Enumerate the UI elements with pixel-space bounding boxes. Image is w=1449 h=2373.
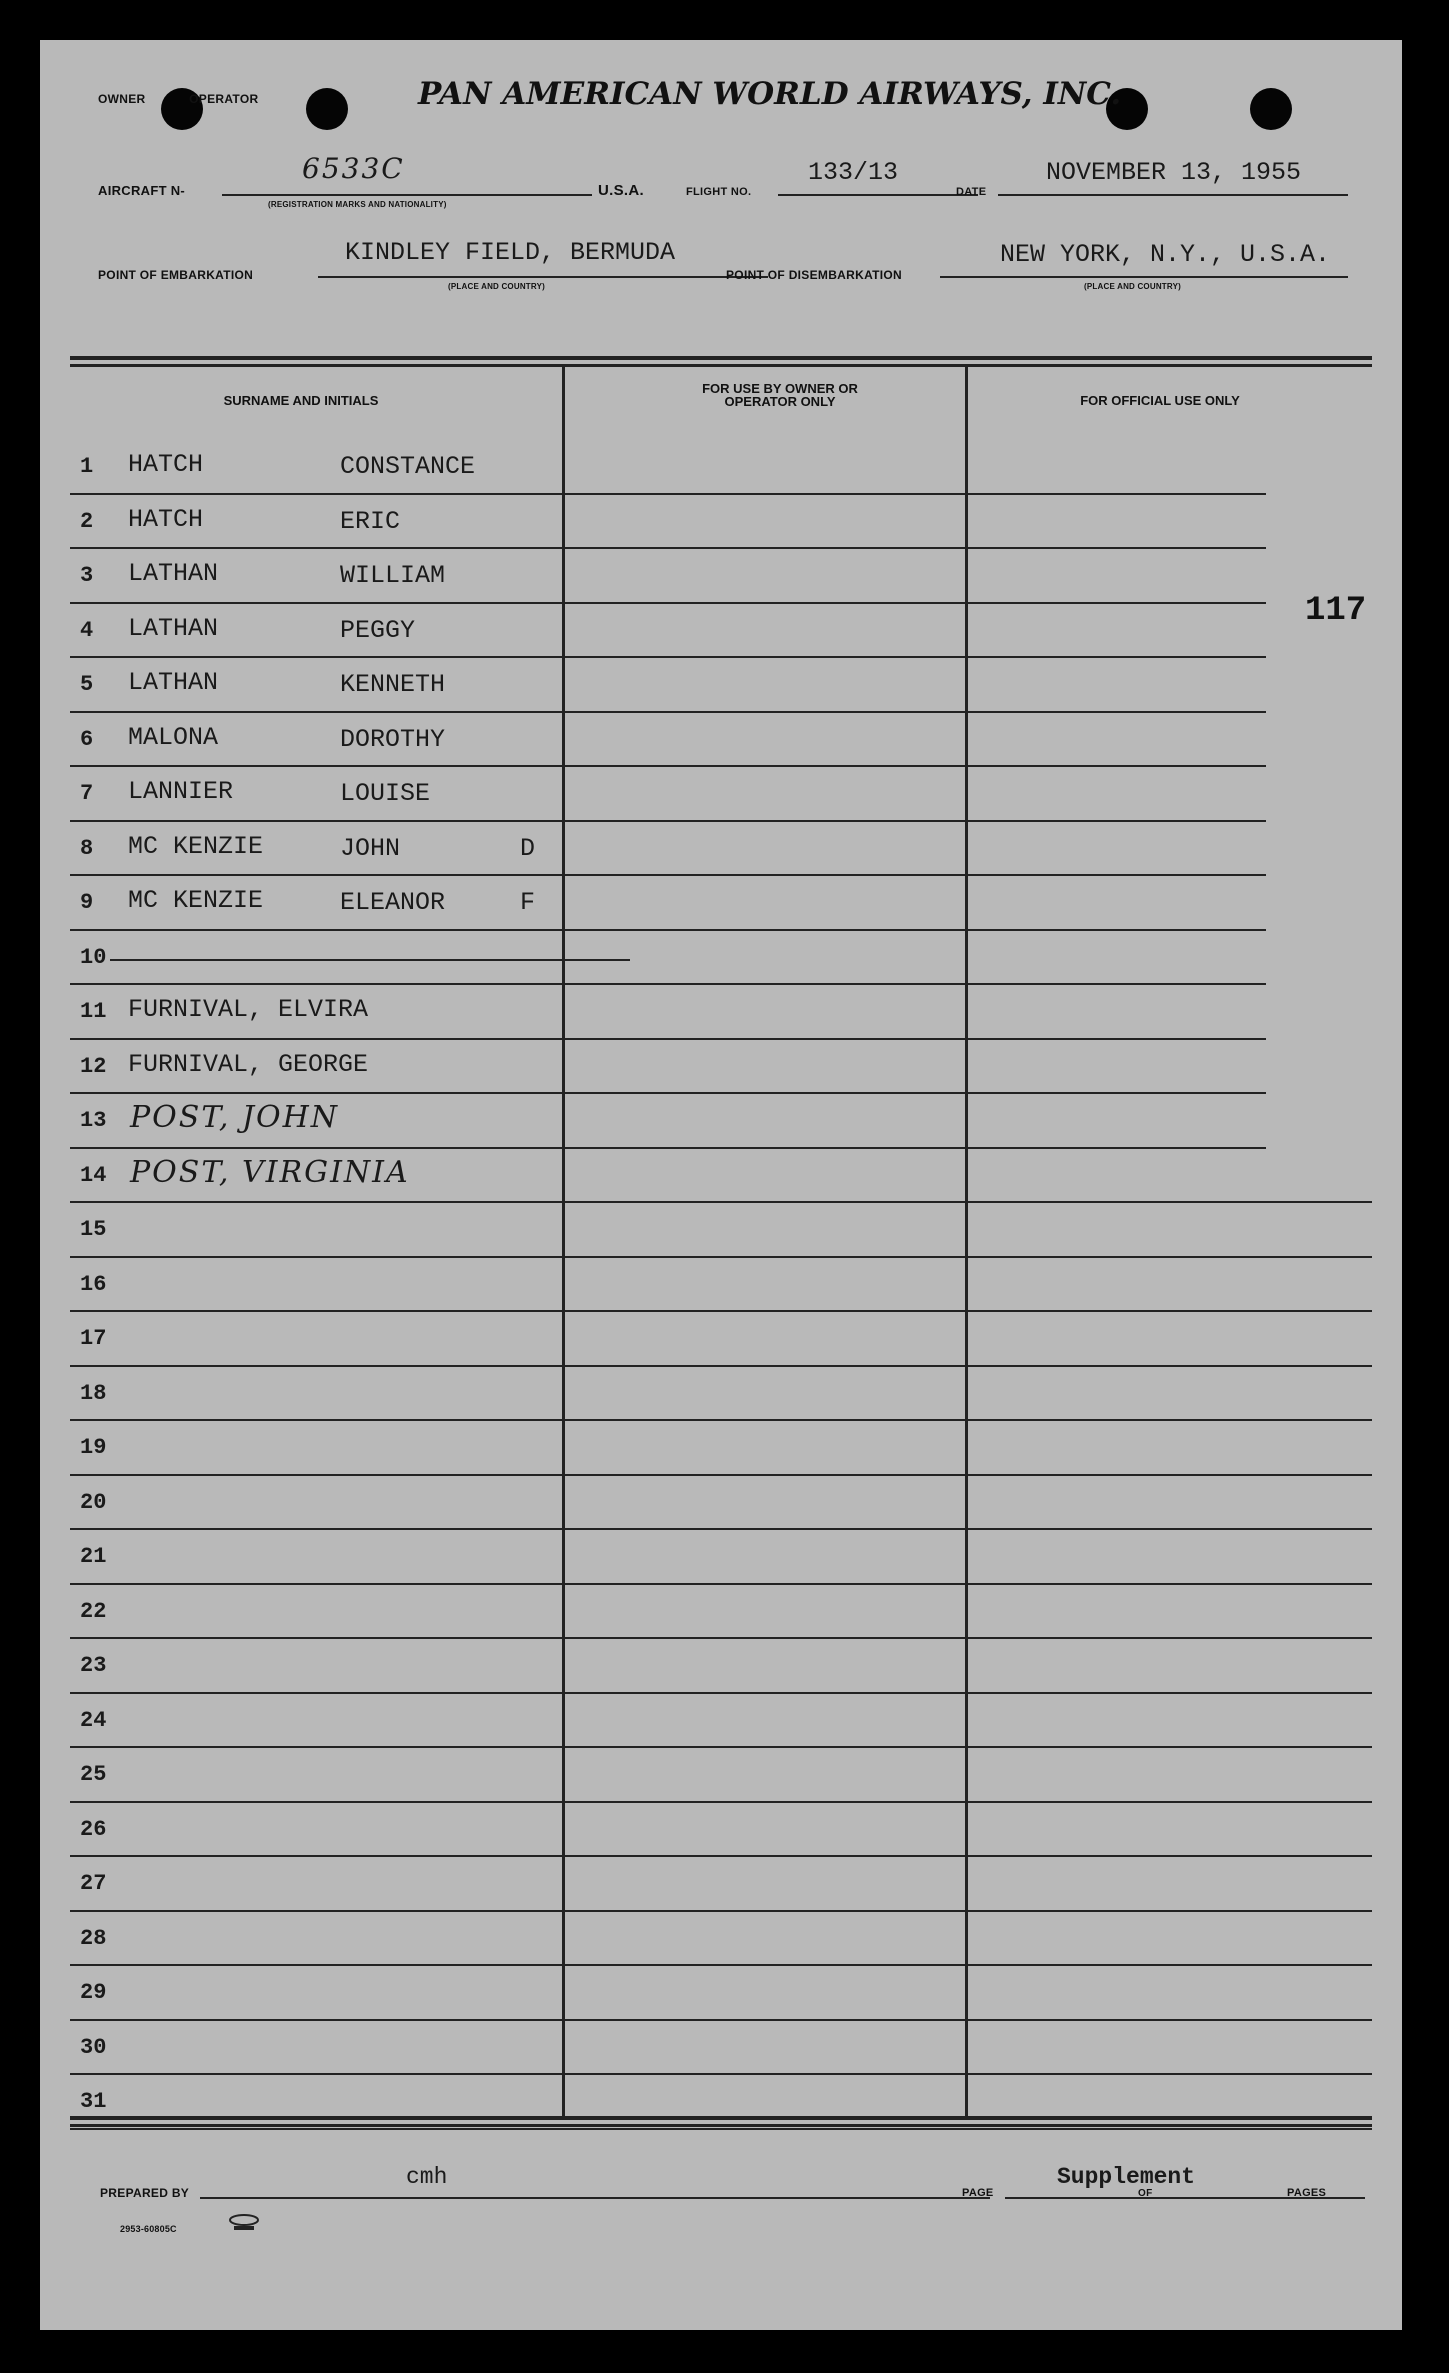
usa-label: U.S.A. [598, 182, 644, 199]
table-row [40, 553, 1400, 608]
row-number: 6 [80, 726, 94, 752]
prepared-value: cmh [406, 2164, 448, 2190]
passenger-surname: HATCH [128, 504, 204, 534]
passenger-surname: FURNIVAL, GEORGE [128, 1049, 369, 1079]
row-number: 14 [80, 1162, 107, 1188]
table-row [40, 662, 1400, 717]
passenger-surname: HATCH [128, 450, 204, 479]
passenger-surname: POST, JOHN [130, 1100, 340, 1135]
row-number: 15 [80, 1217, 107, 1242]
row-number: 13 [80, 1108, 107, 1133]
table-row [40, 2025, 1400, 2080]
passenger-surname: FURNIVAL, ELVIRA [128, 995, 369, 1024]
table-row [40, 880, 1400, 935]
printer-mark-icon [226, 2212, 262, 2234]
table-row [40, 1207, 1400, 1262]
col-header-owner: FOR USE BY OWNER OR OPERATOR ONLY [702, 381, 858, 409]
prepared-label: PREPARED BY [100, 2186, 190, 2200]
row-number: 21 [80, 1544, 107, 1569]
row-number: 30 [80, 2034, 107, 2060]
punch-hole [306, 88, 348, 130]
passenger-given-name: DOROTHY [340, 724, 446, 754]
pages-label: PAGES [1287, 2187, 1327, 2199]
page-label: PAGE [962, 2187, 994, 2199]
table-row [40, 1807, 1400, 1862]
side-number: 117 [1305, 592, 1367, 630]
table-row [40, 1098, 1400, 1153]
bottom-rule [70, 2124, 1372, 2127]
row-number: 7 [80, 781, 94, 806]
table-row [40, 1044, 1400, 1099]
disembarkation-caption: (PLACE AND COUNTRY) [1084, 282, 1181, 291]
punch-hole [1250, 88, 1292, 130]
row-number: 19 [80, 1435, 107, 1460]
aircraft-label: AIRCRAFT N- [98, 183, 186, 198]
passenger-given-name: JOHN [340, 833, 401, 863]
table-row [40, 1752, 1400, 1807]
table-row [40, 1861, 1400, 1916]
passenger-given-name: PEGGY [340, 615, 416, 645]
row-number: 23 [80, 1653, 107, 1678]
row-number: 22 [80, 1598, 107, 1624]
row-number: 26 [80, 1816, 107, 1842]
row-number: 24 [80, 1707, 107, 1733]
top-rule [70, 356, 1372, 360]
passenger-initial: F [520, 888, 536, 917]
passenger-given-name: ELEANOR [340, 888, 446, 917]
prepared-underline [200, 2197, 990, 2199]
row-number: 28 [80, 1925, 107, 1951]
company-name: PAN AMERICAN WORLD AIRWAYS, INC. [418, 76, 1122, 112]
blank-dash-line [110, 959, 630, 961]
row-number: 10 [80, 944, 107, 970]
passenger-given-name: WILLIAM [340, 561, 446, 590]
manifest-sheet [40, 40, 1402, 2330]
embarkation-label: POINT OF EMBARKATION [98, 268, 254, 282]
flight-label: FLIGHT NO. [686, 186, 752, 198]
table-row [40, 444, 1400, 499]
passenger-given-name: ERIC [340, 506, 401, 536]
row-number: 3 [80, 563, 94, 588]
date-label: DATE [956, 186, 987, 198]
top-rule [70, 364, 1372, 367]
row-number: 11 [80, 999, 107, 1024]
form-number: 2953-60805C [120, 2224, 177, 2234]
embarkation-underline [318, 276, 768, 278]
date-underline [998, 194, 1348, 196]
table-row [40, 1970, 1400, 2025]
table-row [40, 608, 1400, 663]
row-number: 25 [80, 1762, 107, 1787]
flight-value: 133/13 [808, 158, 899, 187]
registration-caption: (REGISTRATION MARKS AND NATIONALITY) [268, 200, 447, 209]
table-row [40, 1316, 1400, 1371]
table-row [40, 1371, 1400, 1426]
row-number: 5 [80, 672, 94, 697]
passenger-given-name: KENNETH [340, 670, 446, 699]
row-number: 4 [80, 617, 94, 643]
table-row [40, 826, 1400, 881]
table-row [40, 1480, 1400, 1535]
passenger-surname: LANNIER [128, 777, 234, 806]
embarkation-caption: (PLACE AND COUNTRY) [448, 282, 545, 291]
embarkation-value: KINDLEY FIELD, BERMUDA [345, 238, 676, 267]
owner-operator-label: OWNER OPERATOR [98, 92, 259, 106]
row-number: 8 [80, 835, 94, 861]
row-number: 16 [80, 1271, 107, 1297]
table-row [40, 717, 1400, 772]
table-row [40, 499, 1400, 554]
passenger-given-name: LOUISE [340, 779, 431, 808]
passenger-given-name: CONSTANCE [340, 452, 476, 481]
table-row [40, 1153, 1400, 1208]
row-number: 9 [80, 890, 94, 915]
table-row [40, 989, 1400, 1044]
row-number: 29 [80, 1980, 107, 2005]
col-header-names: SURNAME AND INITIALS [223, 393, 379, 408]
table-row [40, 935, 1400, 990]
table-row [40, 1262, 1400, 1317]
date-value: NOVEMBER 13, 1955 [1046, 158, 1302, 187]
table-row [40, 1534, 1400, 1589]
passenger-surname: MC KENZIE [128, 831, 264, 861]
passenger-surname: LATHAN [128, 613, 219, 643]
row-number: 27 [80, 1871, 107, 1896]
table-row [40, 771, 1400, 826]
page-value: Supplement [1057, 2164, 1196, 2190]
disembarkation-label: POINT OF DISEMBARKATION [726, 268, 903, 282]
passenger-initial: D [520, 833, 536, 863]
of-label: OF [1138, 2188, 1153, 2199]
table-row [40, 1643, 1400, 1698]
passenger-surname: LATHAN [128, 668, 219, 697]
table-row [40, 1698, 1400, 1753]
disembarkation-underline [940, 276, 1348, 278]
col-header-official: FOR OFFICIAL USE ONLY [1080, 393, 1240, 408]
aircraft-underline [222, 194, 592, 196]
table-row [40, 1425, 1400, 1480]
row-number: 12 [80, 1053, 107, 1079]
row-number: 1 [80, 454, 94, 479]
row-number: 20 [80, 1489, 107, 1515]
disembarkation-value: NEW YORK, N.Y., U.S.A. [1000, 240, 1331, 269]
aircraft-value: 6533C [302, 152, 405, 185]
passenger-surname: LATHAN [128, 559, 219, 588]
table-row [40, 1589, 1400, 1644]
passenger-surname: MC KENZIE [128, 886, 264, 915]
passenger-surname: POST, VIRGINIA [130, 1154, 410, 1190]
row-number: 18 [80, 1380, 107, 1406]
row-number: 17 [80, 1326, 107, 1351]
row-number: 2 [80, 508, 94, 534]
flight-underline [778, 194, 978, 196]
row-number: 31 [80, 2089, 107, 2114]
passenger-surname: MALONA [128, 722, 219, 752]
table-row [40, 1916, 1400, 1971]
bottom-rule [70, 2116, 1372, 2120]
